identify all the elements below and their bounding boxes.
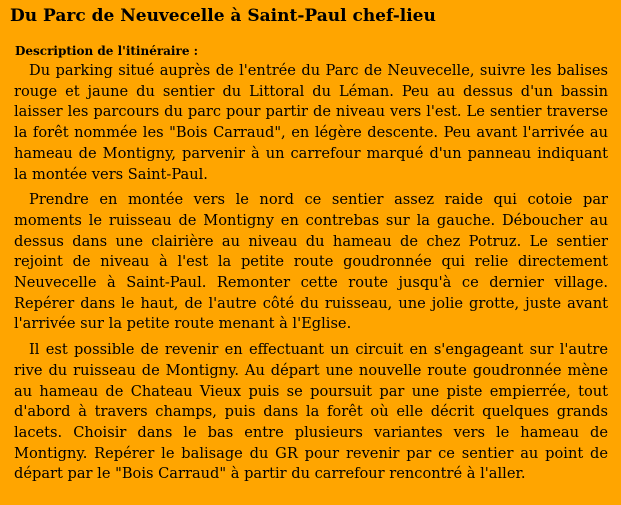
page-title: Du Parc de Neuvecelle à Saint-Paul chef-lieu xyxy=(10,6,436,26)
itinerary-section xyxy=(14,43,608,490)
description-heading: Description de l'itinéraire : xyxy=(15,44,199,58)
itinerary-paragraph-3: Il est possible de revenir en effectuant un circuit en s'engageant sur l'autre rive du ruisseau de Montigny. Au départ une nouvelle route goudronnée mène au hameau de Chateau Vieux puis se poursuit par une piste empierrée, tout d'abord à travers champs, puis dans la forêt où elle décrit quelques grands lacets. Choisir dans le bas entre plusieurs variantes vers le hameau de Montigny. Repérer le balisage du GR pour revenir par ce sentier au point de départ par le "Bois Carraud" à partir du carrefour rencontré à l'aller. xyxy=(14,341,608,483)
itinerary-paragraph-2: Prendre en montée vers le nord ce sentier assez raide qui cotoie par moments le ruisseau de Montigny en contrebas sur la gauche. Déboucher au dessus dans une clairière au niveau du hameau de chez Potruz. Le sentier rejoint de niveau à l'est la petite route goudronnée qui relie directement Neuvecelle à Saint-Paul. Remonter cette route jusqu'à ce dernier village. Repérer dans le haut, de l'autre côté du ruisseau, une jolie grotte, juste avant l'arrivée sur la petite route menant à l'Eglise. xyxy=(14,191,608,333)
itinerary-paragraph-1: Du parking situé auprès de l'entrée du Parc de Neuvecelle, suivre les balises rouge et jaune du sentier du Littoral du Léman. Peu au dessus d'un bassin laisser les parcours du parc pour partir de niveau vers l'est. Le sentier traverse la forêt nommée les "Bois Carraud", en légère descente. Peu avant l'arrivée au hameau de Montigny, parvenir à un carrefour marqué d'un panneau indiquant la montée vers Saint-Paul. xyxy=(14,62,608,183)
